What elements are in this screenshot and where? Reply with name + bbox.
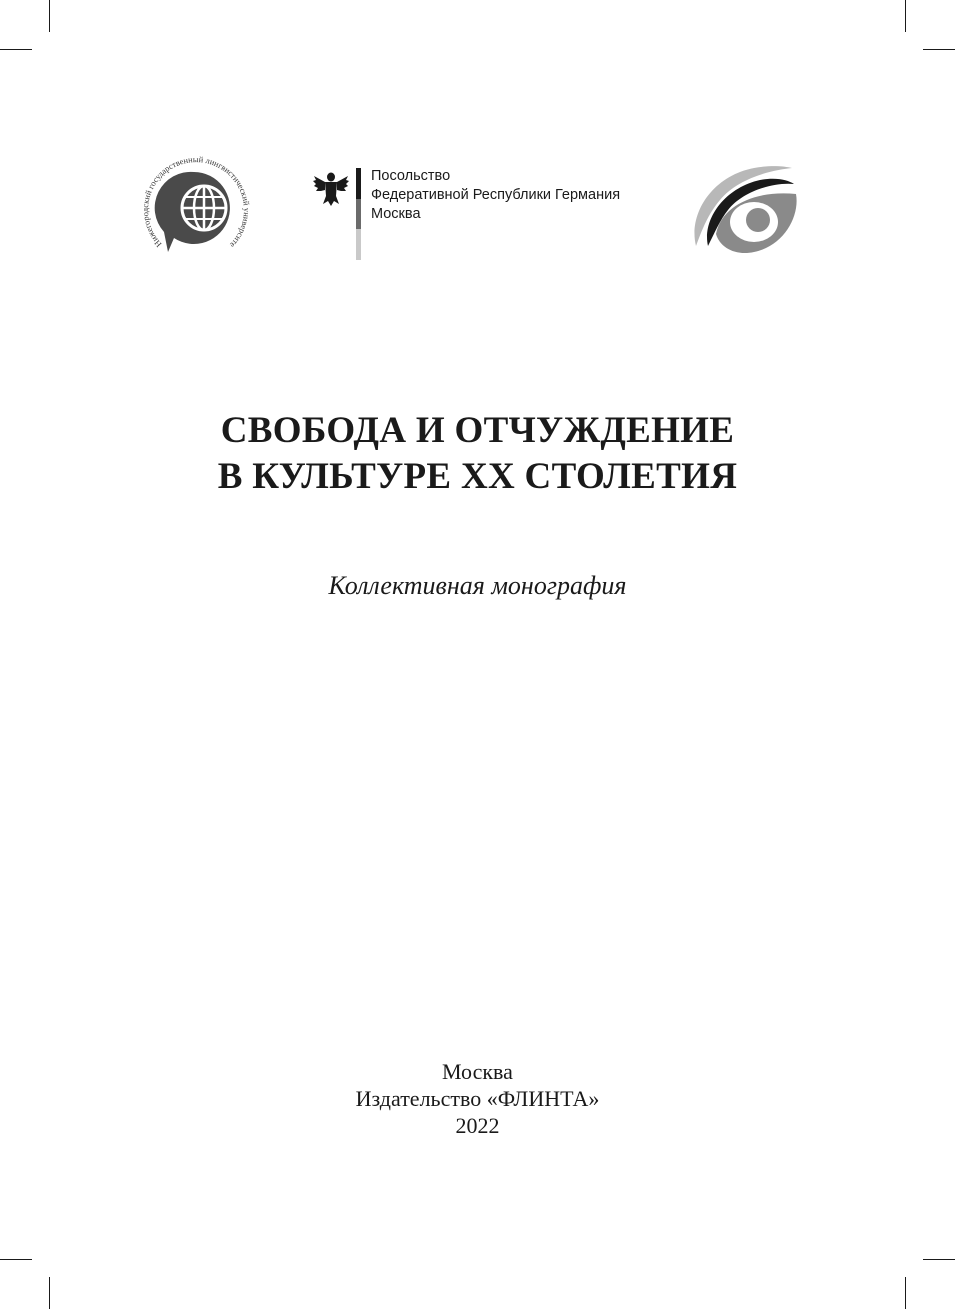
globe-icon	[138, 152, 250, 268]
university-logo	[138, 152, 250, 268]
eye-icon	[692, 164, 798, 258]
book-title	[0, 408, 955, 500]
title-line: В КУЛЬТУРЕ XX СТОЛЕТИЯ	[217, 456, 738, 497]
flag-stripe	[356, 199, 361, 230]
imprint	[0, 1058, 955, 1139]
german-flag-bar	[356, 168, 361, 260]
flag-stripe	[356, 168, 361, 199]
crop-mark	[49, 0, 50, 32]
crop-mark	[0, 1259, 32, 1260]
embassy-line: Москва	[371, 206, 421, 222]
embassy-line: Посольство	[371, 168, 451, 184]
crop-mark	[923, 49, 955, 50]
eye-logo	[692, 164, 798, 258]
eagle-icon	[312, 168, 350, 208]
title-line: СВОБОДА И ОТЧУЖДЕНИЕ	[220, 410, 735, 451]
embassy-line: Федеративной Республики Германия	[371, 187, 621, 203]
crop-mark	[905, 1277, 906, 1309]
crop-mark	[923, 1259, 955, 1260]
book-subtitle: Коллективная монография	[328, 571, 627, 600]
crop-mark	[905, 0, 906, 32]
imprint-year: 2022	[455, 1113, 500, 1138]
imprint-city: Москва	[442, 1059, 513, 1084]
crop-mark	[49, 1277, 50, 1309]
svg-text:Нижегородский государственный: Нижегородский государственный лингвистический иверсите	[140, 155, 250, 250]
flag-stripe	[356, 229, 361, 260]
crop-mark	[0, 49, 32, 50]
embassy-name	[371, 167, 671, 224]
imprint-publisher: Издательство «ФЛИНТА»	[355, 1086, 600, 1111]
